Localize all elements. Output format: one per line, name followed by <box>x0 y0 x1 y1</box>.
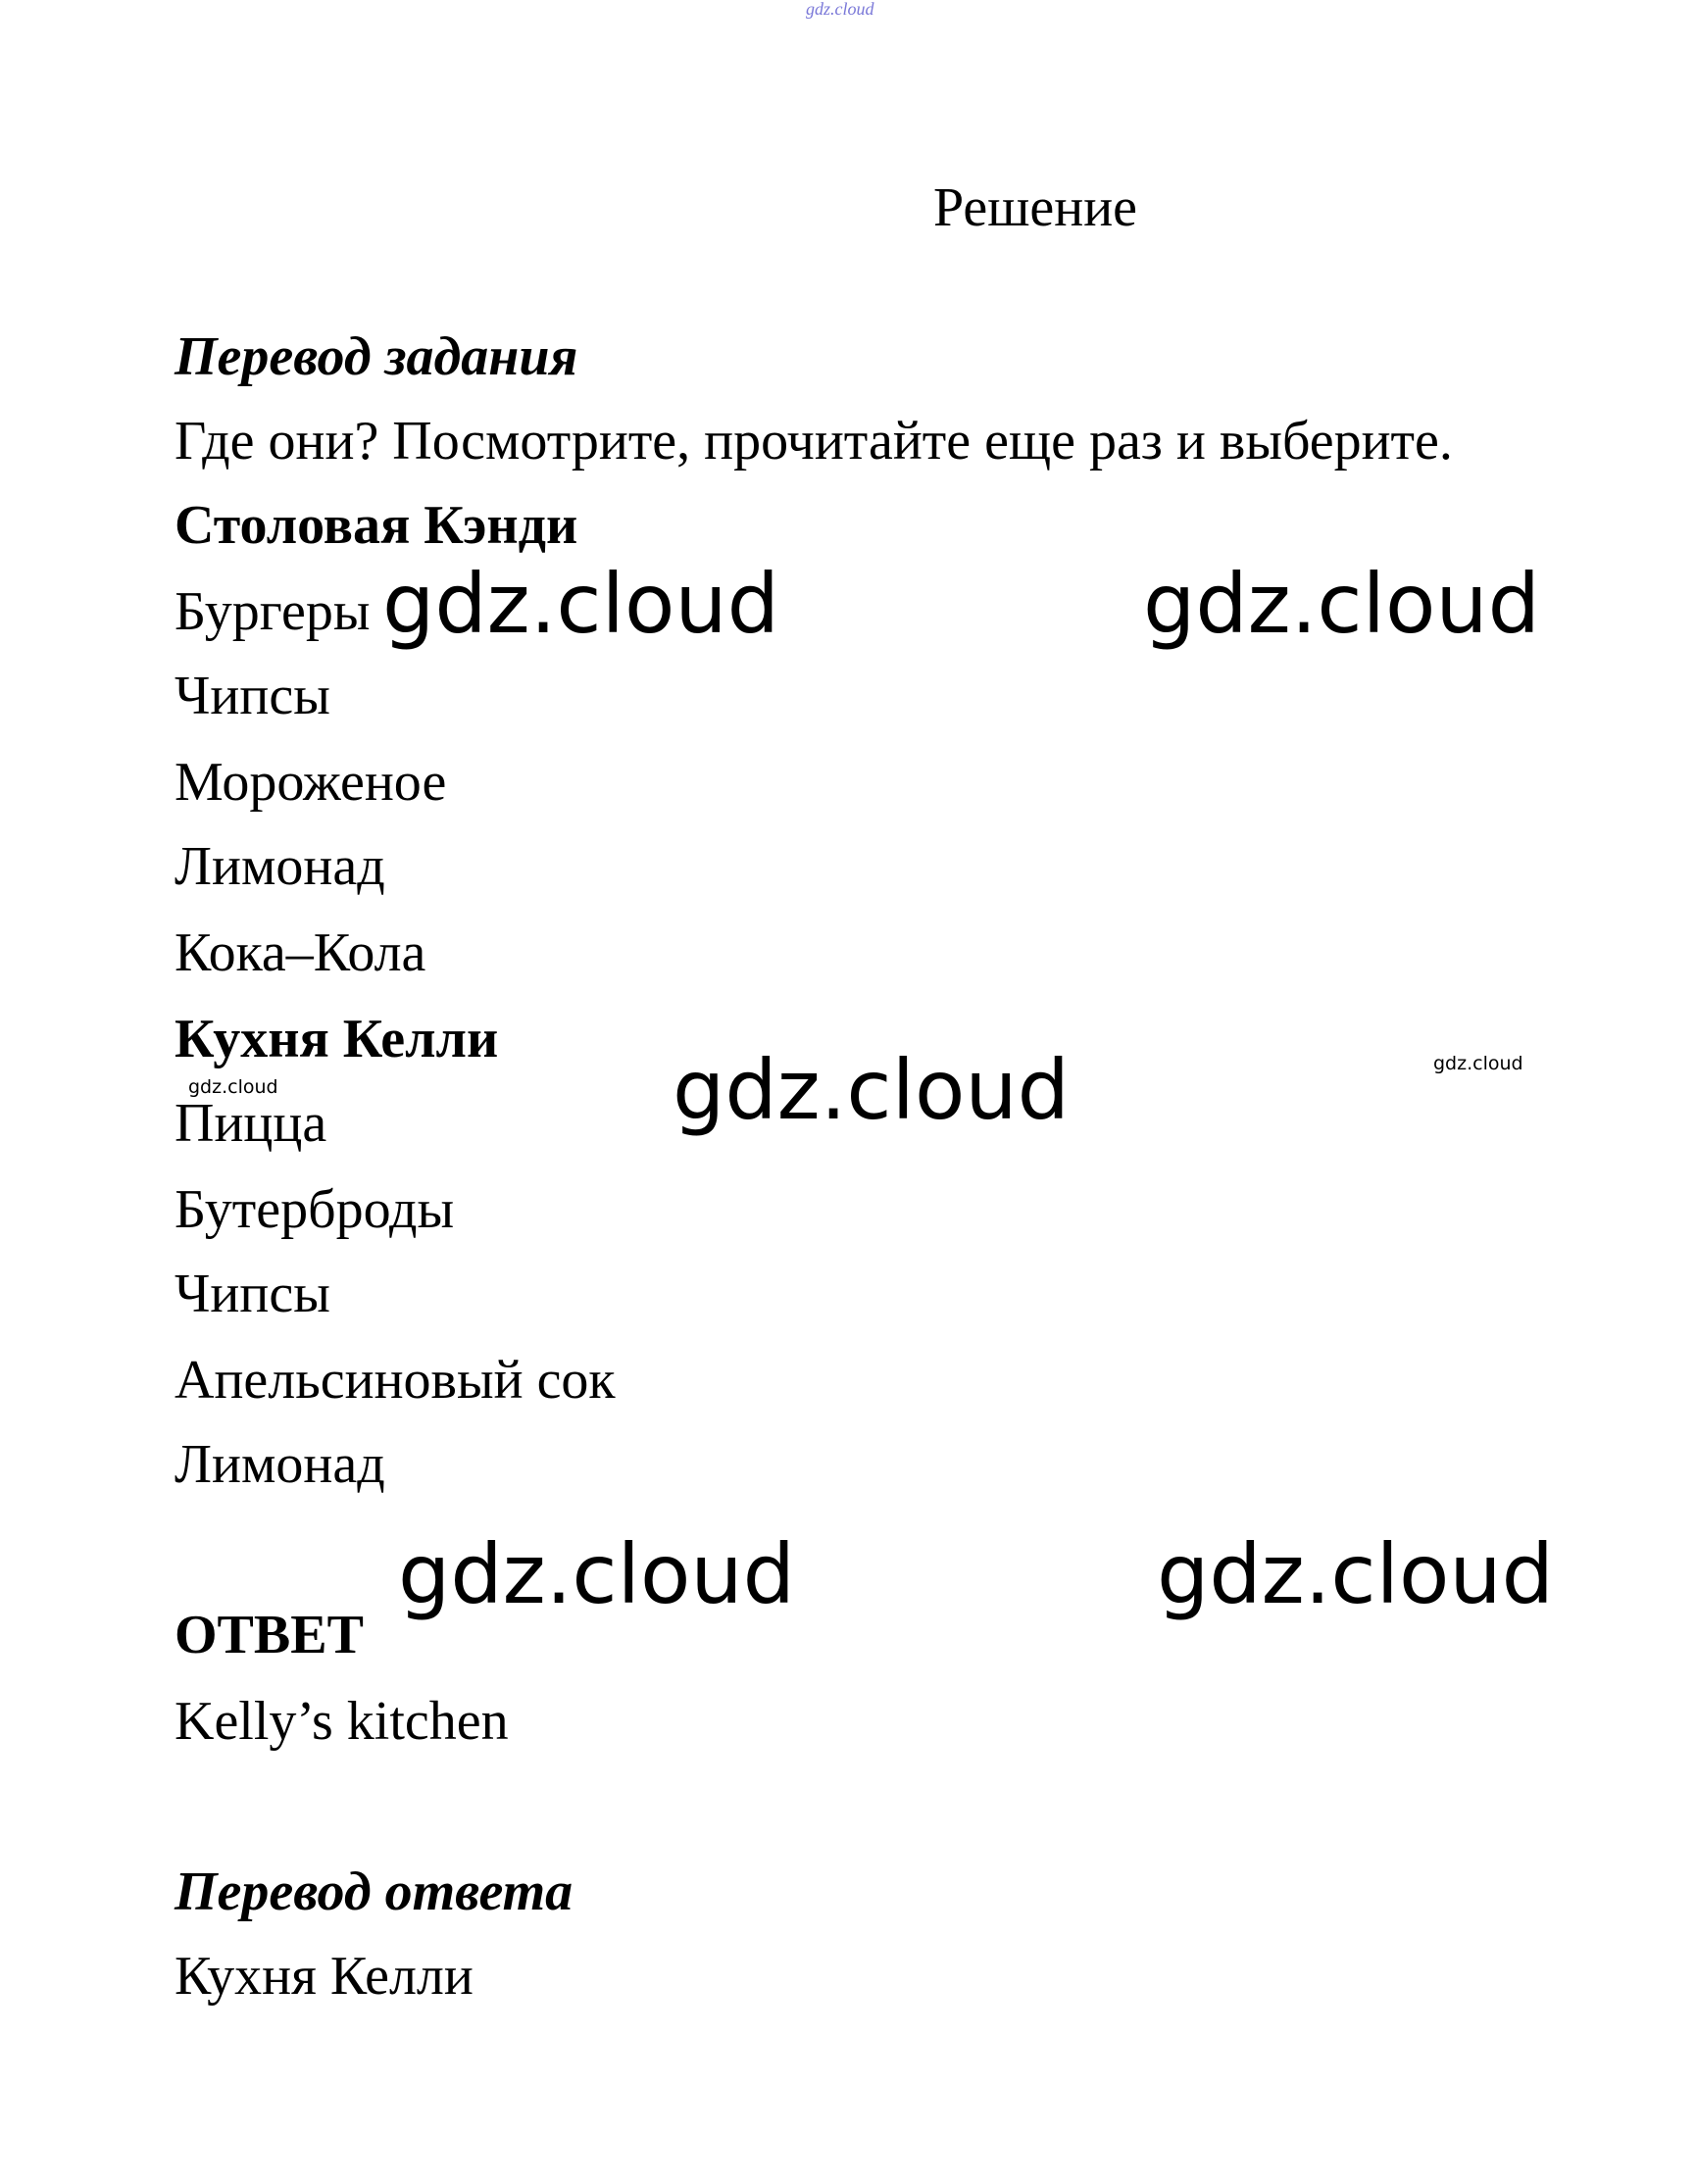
candy-item-icecream: Мороженое <box>175 752 447 813</box>
kelly-item-lemonade: Лимонад <box>175 1434 385 1495</box>
kelly-item-pizza: Пицца <box>175 1093 327 1154</box>
watermark: gdz.cloud <box>673 1042 1070 1138</box>
candy-item-chips: Чипсы <box>175 666 330 726</box>
answer-heading: ОТВЕТ <box>175 1605 364 1665</box>
candy-item-burgers: Бургеры <box>175 581 371 642</box>
watermark-top: gdz.cloud <box>806 0 874 19</box>
kelly-item-sandwiches: Бутерброды <box>175 1179 455 1240</box>
watermark: gdz.cloud <box>188 1076 278 1098</box>
kelly-item-chips: Чипсы <box>175 1264 330 1324</box>
candy-item-cola: Кока–Кола <box>175 922 426 983</box>
candy-heading: Столовая Кэнди <box>175 495 578 556</box>
task-heading: Перевод задания <box>175 326 578 387</box>
watermark: gdz.cloud <box>1157 1526 1554 1622</box>
candy-item-lemonade: Лимонад <box>175 836 385 897</box>
answer-translation-text: Кухня Келли <box>175 1946 474 2007</box>
answer-translation-heading: Перевод ответа <box>175 1861 574 1922</box>
watermark: gdz.cloud <box>1433 1053 1523 1074</box>
watermark: gdz.cloud <box>1143 556 1540 652</box>
watermark: gdz.cloud <box>382 556 779 652</box>
watermark: gdz.cloud <box>398 1526 795 1622</box>
task-text: Где они? Посмотрите, прочитайте еще раз и выберите. <box>175 411 1453 472</box>
kelly-item-orange-juice: Апельсиновый сок <box>175 1350 616 1411</box>
answer-text: Kelly’s kitchen <box>175 1691 509 1752</box>
kelly-heading: Кухня Келли <box>175 1009 499 1069</box>
page-title: Решение <box>933 177 1138 238</box>
